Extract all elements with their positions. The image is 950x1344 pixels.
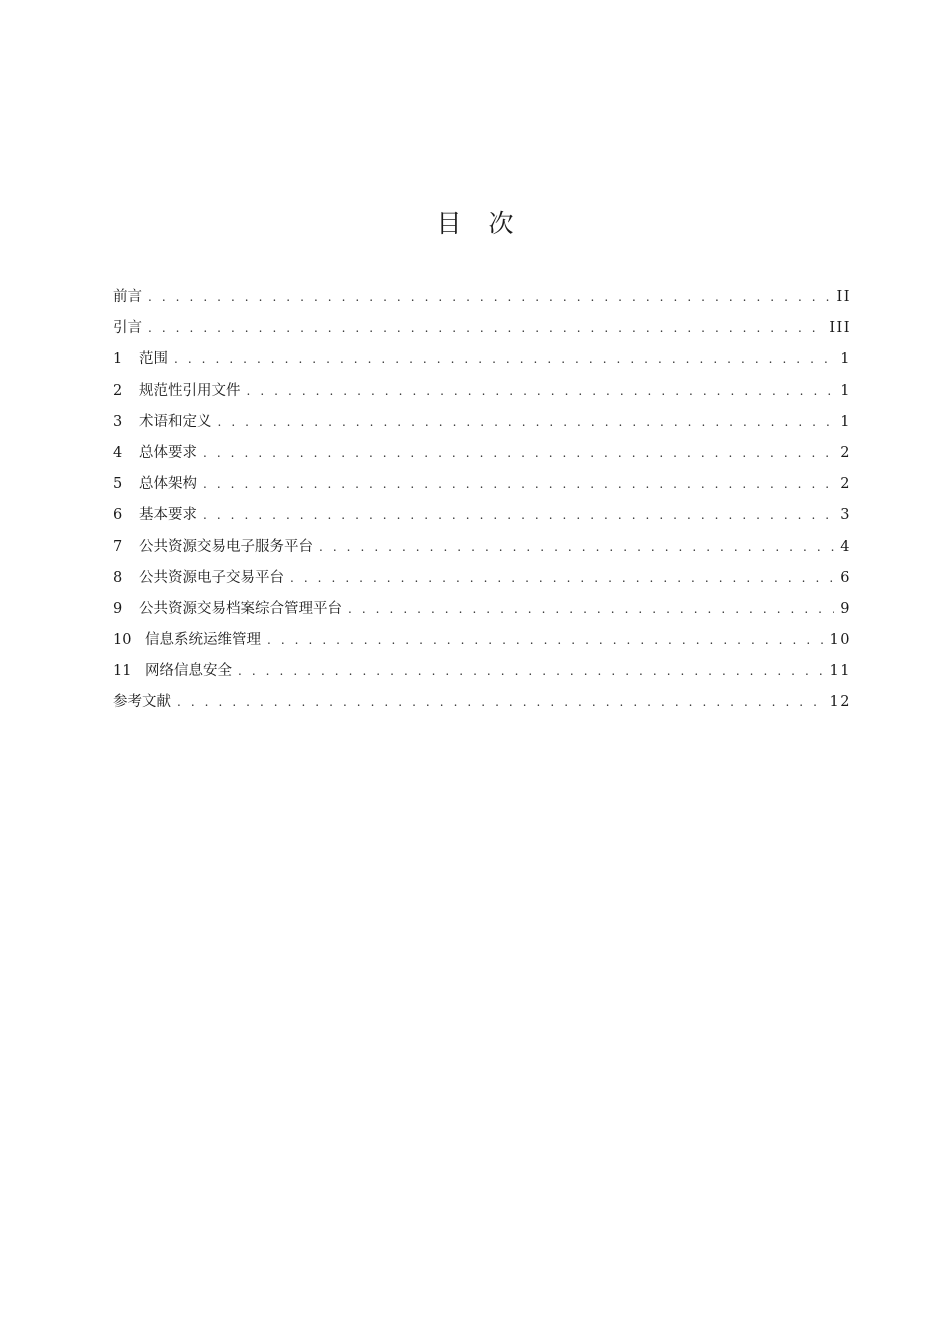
dot-leader <box>348 594 834 625</box>
toc-entry-page: III <box>829 320 851 337</box>
toc-entry-preface[interactable] <box>113 282 851 313</box>
toc-entry-number: 2 <box>113 382 123 399</box>
toc-entry-number: 6 <box>113 507 123 524</box>
title-char: 目 <box>436 209 462 238</box>
toc-entry-label: 前言 <box>113 289 142 305</box>
toc-entry-page: II <box>836 289 851 305</box>
toc-entry-page: 10 <box>829 632 851 649</box>
dot-leader <box>148 282 831 313</box>
dot-leader <box>218 407 835 438</box>
dot-leader <box>203 469 834 500</box>
toc-entry-section-10[interactable] <box>113 625 851 656</box>
dot-leader <box>238 656 824 687</box>
dot-leader <box>148 313 823 344</box>
toc-entry-label: 信息系统运维管理 <box>145 632 261 649</box>
page-title <box>0 204 950 244</box>
toc-entry-page: 6 <box>840 569 851 586</box>
toc-entry-page: 12 <box>829 694 851 711</box>
dot-leader <box>290 563 834 594</box>
toc-entry-introduction[interactable] <box>113 313 851 344</box>
toc-entry-page: 2 <box>840 444 851 461</box>
dot-leader <box>247 376 835 407</box>
toc-entry-label: 引言 <box>113 320 142 337</box>
toc-entry-label: 范围 <box>139 351 168 368</box>
toc-entry-label: 规范性引用文件 <box>139 382 241 399</box>
toc-entry-label: 总体要求 <box>139 444 197 461</box>
toc-entry-references[interactable] <box>113 687 851 718</box>
table-of-contents <box>113 282 851 719</box>
toc-entry-label: 公共资源交易电子服务平台 <box>139 538 313 555</box>
toc-entry-section-3[interactable] <box>113 407 851 438</box>
toc-entry-page: 1 <box>840 382 851 399</box>
toc-entry-section-5[interactable] <box>113 469 851 500</box>
toc-entry-label: 基本要求 <box>139 507 197 524</box>
toc-entry-number: 10 <box>113 632 132 649</box>
toc-entry-page: 11 <box>829 663 851 680</box>
title-char: 次 <box>488 209 514 238</box>
toc-entry-section-2[interactable] <box>113 376 851 407</box>
toc-entry-number: 9 <box>113 600 123 617</box>
dot-leader <box>174 344 834 375</box>
dot-leader <box>203 438 834 469</box>
toc-entry-label: 参考文献 <box>113 694 171 711</box>
dot-leader <box>319 532 834 563</box>
toc-entry-label: 公共资源电子交易平台 <box>139 569 284 586</box>
toc-entry-section-9[interactable] <box>113 594 851 625</box>
toc-entry-section-1[interactable] <box>113 344 851 375</box>
toc-entry-page: 2 <box>840 476 851 493</box>
toc-entry-number: 4 <box>113 444 123 461</box>
toc-entry-number: 1 <box>113 351 123 368</box>
toc-entry-label: 总体架构 <box>139 476 197 493</box>
toc-entry-section-8[interactable] <box>113 563 851 594</box>
toc-entry-number: 8 <box>113 569 123 586</box>
toc-entry-label: 术语和定义 <box>139 413 212 430</box>
toc-entry-number: 3 <box>113 413 123 430</box>
toc-entry-page: 4 <box>840 538 851 555</box>
dot-leader <box>177 687 824 718</box>
toc-entry-label: 网络信息安全 <box>145 663 232 680</box>
toc-entry-number: 11 <box>113 663 132 680</box>
toc-entry-page: 9 <box>840 600 851 617</box>
toc-entry-number: 7 <box>113 538 123 555</box>
toc-entry-section-7[interactable] <box>113 532 851 563</box>
toc-entry-number: 5 <box>113 476 123 493</box>
toc-entry-section-11[interactable] <box>113 656 851 687</box>
toc-entry-section-4[interactable] <box>113 438 851 469</box>
toc-entry-page: 3 <box>840 507 851 524</box>
toc-entry-label: 公共资源交易档案综合管理平台 <box>139 600 342 617</box>
toc-entry-section-6[interactable] <box>113 500 851 531</box>
dot-leader <box>267 625 824 656</box>
toc-entry-page: 1 <box>840 413 851 430</box>
toc-entry-page: 1 <box>840 351 851 368</box>
dot-leader <box>203 500 834 531</box>
